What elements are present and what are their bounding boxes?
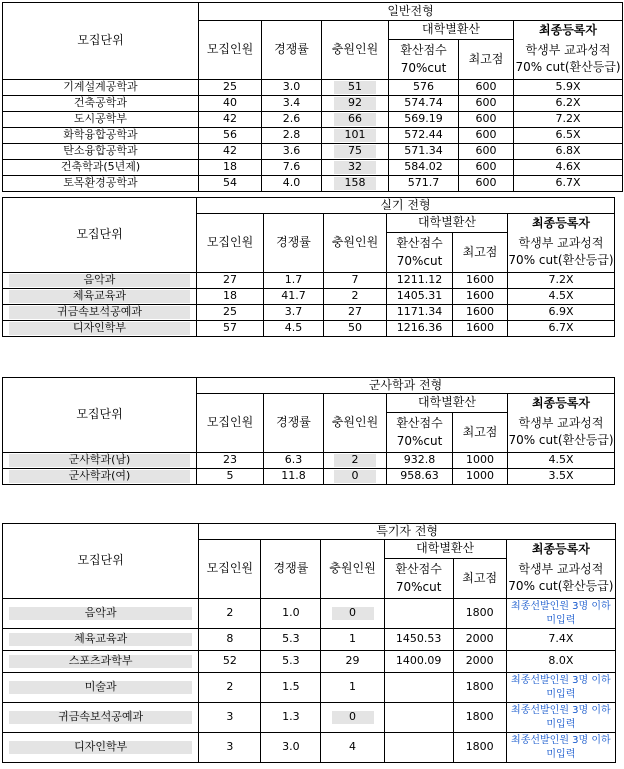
- header-competition: 경쟁률: [264, 214, 324, 273]
- header-grade: 학생부 교과성적 70% cut(환산등급): [508, 413, 615, 453]
- unit-name: 군사학과(여): [9, 470, 190, 482]
- quota-cell: 25: [197, 305, 264, 321]
- grade-cell: 최종선발인원 3명 이하 미입력: [506, 703, 615, 733]
- table-row: [3, 273, 615, 289]
- unit-name: 토목환경공학과: [63, 176, 138, 190]
- competition-cell: 3.4: [262, 96, 322, 112]
- max-score-cell: 1600: [453, 289, 508, 305]
- quota-cell: 25: [199, 80, 262, 96]
- grade-cell: 4.5X: [508, 453, 615, 469]
- waitlist-cell: [324, 453, 387, 469]
- header-unit: 모집단위: [3, 378, 197, 453]
- table-row: [3, 629, 616, 651]
- unit-name: 체육교육과: [9, 290, 190, 302]
- max-score-cell: 1600: [453, 273, 508, 289]
- waitlist-cell: [322, 112, 389, 128]
- competition-cell: 41.7: [264, 289, 324, 305]
- waitlist-value: 2: [334, 454, 376, 466]
- waitlist-value: 0: [332, 607, 374, 619]
- quota-cell: 2: [199, 599, 261, 629]
- grade-cell: 7.2X: [508, 273, 615, 289]
- unit-cell: [3, 273, 197, 289]
- quota-cell: 57: [197, 321, 264, 337]
- header-competition: 경쟁률: [264, 394, 324, 453]
- unit-name: 귀금속보석공예과: [9, 306, 190, 318]
- score-cell: 574.74: [389, 96, 459, 112]
- table-row: [3, 469, 615, 485]
- max-score-cell: 600: [459, 80, 514, 96]
- max-score-cell: 600: [459, 128, 514, 144]
- unit-name: 스포츠과학부: [9, 655, 192, 667]
- table-row: [3, 305, 615, 321]
- table-row: [3, 733, 616, 763]
- competition-cell: 4.0: [262, 176, 322, 192]
- score-cell: 584.02: [389, 160, 459, 176]
- waitlist-cell: [321, 733, 384, 763]
- waitlist-cell: [322, 96, 389, 112]
- score-cell: [384, 599, 453, 629]
- special-admission-table: [2, 523, 616, 763]
- max-score-cell: 600: [459, 176, 514, 192]
- score-cell: 1450.53: [384, 629, 453, 651]
- table-row: [3, 144, 623, 160]
- section-title: 군사학과 전형: [197, 378, 615, 394]
- competition-cell: 7.6: [262, 160, 322, 176]
- table-row: [3, 80, 623, 96]
- table-row: [3, 96, 623, 112]
- unit-cell: [3, 599, 199, 629]
- unit-name: 미술과: [9, 681, 192, 693]
- waitlist-value: 29: [345, 654, 360, 668]
- table-row: [3, 112, 623, 128]
- section-title: 일반전형: [199, 3, 623, 21]
- max-score-cell: 2000: [453, 629, 506, 651]
- grade-cell: 4.6X: [514, 160, 623, 176]
- header-waitlist: 충원인원: [324, 394, 387, 453]
- grade-cell: 7.2X: [514, 112, 623, 128]
- header-quota: 모집인원: [199, 540, 261, 599]
- grade-cell: 6.2X: [514, 96, 623, 112]
- score-cell: 1211.12: [387, 273, 453, 289]
- header-univ-score: 대학별환산: [389, 21, 514, 40]
- quota-cell: 5: [197, 469, 264, 485]
- score-cell: 571.7: [389, 176, 459, 192]
- unit-name: 건축공학과: [73, 96, 128, 110]
- waitlist-value: 1: [349, 632, 357, 646]
- max-score-cell: 1800: [453, 673, 506, 703]
- waitlist-cell: [322, 176, 389, 192]
- table-row: [3, 651, 616, 673]
- max-score-cell: 600: [459, 112, 514, 128]
- waitlist-value: 50: [348, 321, 362, 335]
- grade-cell: 6.7X: [508, 321, 615, 337]
- unit-cell: [3, 176, 199, 192]
- waitlist-cell: [324, 321, 387, 337]
- quota-cell: 2: [199, 673, 261, 703]
- score-cell: 576: [389, 80, 459, 96]
- table-row: [3, 289, 615, 305]
- header-quota: 모집인원: [197, 394, 264, 453]
- waitlist-value: 7: [351, 273, 359, 287]
- competition-cell: 3.0: [262, 80, 322, 96]
- header-univ-score: 대학별환산: [387, 214, 508, 233]
- competition-cell: 3.6: [262, 144, 322, 160]
- grade-cell: 6.9X: [508, 305, 615, 321]
- table-row: [3, 128, 623, 144]
- unit-name: 군사학과(남): [9, 454, 190, 466]
- unit-cell: [3, 733, 199, 763]
- quota-cell: 56: [199, 128, 262, 144]
- unit-name: 도시공학부: [73, 112, 128, 126]
- waitlist-cell: [322, 144, 389, 160]
- header-waitlist: 충원인원: [321, 540, 384, 599]
- waitlist-cell: [322, 128, 389, 144]
- waitlist-cell: [324, 289, 387, 305]
- header-final: 최종등록자: [508, 394, 615, 413]
- quota-cell: 42: [199, 112, 262, 128]
- waitlist-cell: [321, 599, 384, 629]
- table-row: [3, 453, 615, 469]
- header-final: 최종등록자: [508, 214, 615, 233]
- header-score: 환산점수 70%cut: [389, 40, 459, 80]
- unit-cell: [3, 144, 199, 160]
- header-competition: 경쟁률: [261, 540, 321, 599]
- competition-cell: 3.0: [261, 733, 321, 763]
- header-score: 환산점수 70%cut: [384, 559, 453, 599]
- header-score: 환산점수 70%cut: [387, 413, 453, 453]
- grade-cell: 6.7X: [514, 176, 623, 192]
- header-grade: 학생부 교과성적 70% cut(환산등급): [506, 559, 615, 599]
- competition-cell: 5.3: [261, 629, 321, 651]
- max-score-cell: 1600: [453, 305, 508, 321]
- header-waitlist: 충원인원: [322, 21, 389, 80]
- quota-cell: 3: [199, 733, 261, 763]
- waitlist-value: 2: [351, 289, 359, 303]
- unit-name: 귀금속보석공예과: [9, 711, 192, 723]
- military-rows: [3, 453, 615, 485]
- quota-cell: 42: [199, 144, 262, 160]
- waitlist-value: 32: [334, 161, 376, 173]
- unit-name: 건축학과(5년제): [60, 160, 141, 174]
- quota-cell: 54: [199, 176, 262, 192]
- waitlist-cell: [322, 160, 389, 176]
- competition-cell: 1.0: [261, 599, 321, 629]
- score-cell: 1400.09: [384, 651, 453, 673]
- waitlist-value: 4: [349, 740, 357, 754]
- max-score-cell: 600: [459, 160, 514, 176]
- practical-rows: [3, 273, 615, 337]
- quota-cell: 52: [199, 651, 261, 673]
- general-admission-table: [2, 2, 623, 192]
- waitlist-cell: [324, 305, 387, 321]
- header-univ-score: 대학별환산: [384, 540, 506, 559]
- grade-cell: 7.4X: [506, 629, 615, 651]
- unit-cell: [3, 160, 199, 176]
- grade-cell: 4.5X: [508, 289, 615, 305]
- competition-cell: 1.3: [261, 703, 321, 733]
- grade-cell: 6.5X: [514, 128, 623, 144]
- unit-name: 탄소융합공학과: [63, 144, 138, 158]
- header-score: 환산점수 70%cut: [387, 233, 453, 273]
- unit-cell: [3, 128, 199, 144]
- header-max: 최고점: [459, 40, 514, 80]
- section-title: 실기 전형: [197, 198, 615, 214]
- score-cell: 1405.31: [387, 289, 453, 305]
- practical-admission-table: [2, 197, 615, 337]
- grade-cell: 3.5X: [508, 469, 615, 485]
- score-cell: [384, 673, 453, 703]
- header-competition: 경쟁률: [262, 21, 322, 80]
- unit-cell: [3, 469, 197, 485]
- competition-cell: 6.3: [264, 453, 324, 469]
- header-max: 최고점: [453, 413, 508, 453]
- unit-name: 디자인학부: [9, 741, 192, 753]
- waitlist-value: 101: [334, 129, 376, 141]
- quota-cell: 23: [197, 453, 264, 469]
- unit-cell: [3, 80, 199, 96]
- header-max: 최고점: [453, 233, 508, 273]
- max-score-cell: 600: [459, 96, 514, 112]
- quota-cell: 8: [199, 629, 261, 651]
- header-grade: 학생부 교과성적 70% cut(환산등급): [514, 40, 623, 80]
- score-cell: [384, 733, 453, 763]
- section-title: 특기자 전형: [199, 524, 616, 540]
- score-cell: 571.34: [389, 144, 459, 160]
- waitlist-value: 0: [332, 711, 374, 723]
- grade-cell: 6.8X: [514, 144, 623, 160]
- unit-cell: [3, 651, 199, 673]
- waitlist-value: 0: [334, 470, 376, 482]
- max-score-cell: 2000: [453, 651, 506, 673]
- competition-cell: 2.8: [262, 128, 322, 144]
- competition-cell: 2.6: [262, 112, 322, 128]
- header-waitlist: 충원인원: [324, 214, 387, 273]
- max-score-cell: 1800: [453, 733, 506, 763]
- max-score-cell: 600: [459, 144, 514, 160]
- unit-cell: [3, 96, 199, 112]
- unit-cell: [3, 703, 199, 733]
- unit-name: 화학융합공학과: [63, 128, 138, 142]
- grade-cell: 최종선발인원 3명 이하 미입력: [506, 673, 615, 703]
- waitlist-cell: [324, 469, 387, 485]
- quota-cell: 3: [199, 703, 261, 733]
- unit-cell: [3, 453, 197, 469]
- quota-cell: 18: [197, 289, 264, 305]
- max-score-cell: 1600: [453, 321, 508, 337]
- waitlist-cell: [322, 80, 389, 96]
- competition-cell: 3.7: [264, 305, 324, 321]
- unit-name: 디자인학부: [9, 322, 190, 334]
- waitlist-value: 27: [348, 305, 362, 319]
- waitlist-value: 66: [334, 113, 376, 125]
- competition-cell: 11.8: [264, 469, 324, 485]
- table-row: [3, 176, 623, 192]
- score-cell: 1171.34: [387, 305, 453, 321]
- unit-name: 음악과: [9, 274, 190, 286]
- table-row: [3, 160, 623, 176]
- grade-cell: 5.9X: [514, 80, 623, 96]
- special-rows: [3, 599, 616, 763]
- unit-cell: [3, 321, 197, 337]
- waitlist-value: 158: [334, 177, 376, 189]
- max-score-cell: 1000: [453, 469, 508, 485]
- waitlist-value: 1: [349, 680, 357, 694]
- quota-cell: 18: [199, 160, 262, 176]
- waitlist-cell: [321, 651, 384, 673]
- score-cell: [384, 703, 453, 733]
- grade-cell: 최종선발인원 3명 이하 미입력: [506, 733, 615, 763]
- waitlist-value: 75: [334, 145, 376, 157]
- grade-cell: 최종선발인원 3명 이하 미입력: [506, 599, 615, 629]
- header-final: 최종등록자: [514, 21, 623, 40]
- header-grade: 학생부 교과성적 70% cut(환산등급): [508, 233, 615, 273]
- unit-cell: [3, 673, 199, 703]
- table-row: [3, 321, 615, 337]
- unit-name: 음악과: [9, 607, 192, 619]
- competition-cell: 4.5: [264, 321, 324, 337]
- waitlist-value: 51: [334, 81, 376, 93]
- competition-cell: 5.3: [261, 651, 321, 673]
- score-cell: 958.63: [387, 469, 453, 485]
- unit-name: 체육교육과: [9, 633, 192, 645]
- waitlist-cell: [324, 273, 387, 289]
- header-max: 최고점: [453, 559, 506, 599]
- header-quota: 모집인원: [199, 21, 262, 80]
- competition-cell: 1.5: [261, 673, 321, 703]
- score-cell: 572.44: [389, 128, 459, 144]
- max-score-cell: 1800: [453, 703, 506, 733]
- header-univ-score: 대학별환산: [387, 394, 508, 413]
- score-cell: 1216.36: [387, 321, 453, 337]
- score-cell: 569.19: [389, 112, 459, 128]
- max-score-cell: 1000: [453, 453, 508, 469]
- military-admission-table: [2, 377, 615, 485]
- unit-cell: [3, 305, 197, 321]
- table-row: [3, 703, 616, 733]
- competition-cell: 1.7: [264, 273, 324, 289]
- max-score-cell: 1800: [453, 599, 506, 629]
- table-row: [3, 599, 616, 629]
- waitlist-cell: [321, 629, 384, 651]
- general-rows: [3, 80, 623, 192]
- waitlist-cell: [321, 673, 384, 703]
- unit-cell: [3, 289, 197, 305]
- quota-cell: 40: [199, 96, 262, 112]
- header-unit: 모집단위: [3, 198, 197, 273]
- unit-cell: [3, 112, 199, 128]
- header-final: 최종등록자: [506, 540, 615, 559]
- header-quota: 모집인원: [197, 214, 264, 273]
- score-cell: 932.8: [387, 453, 453, 469]
- unit-name: 기계설계공학과: [63, 80, 138, 94]
- waitlist-cell: [321, 703, 384, 733]
- unit-cell: [3, 629, 199, 651]
- waitlist-value: 92: [334, 97, 376, 109]
- header-unit: 모집단위: [3, 3, 199, 80]
- header-unit: 모집단위: [3, 524, 199, 599]
- quota-cell: 27: [197, 273, 264, 289]
- table-row: [3, 673, 616, 703]
- grade-cell: 8.0X: [506, 651, 615, 673]
